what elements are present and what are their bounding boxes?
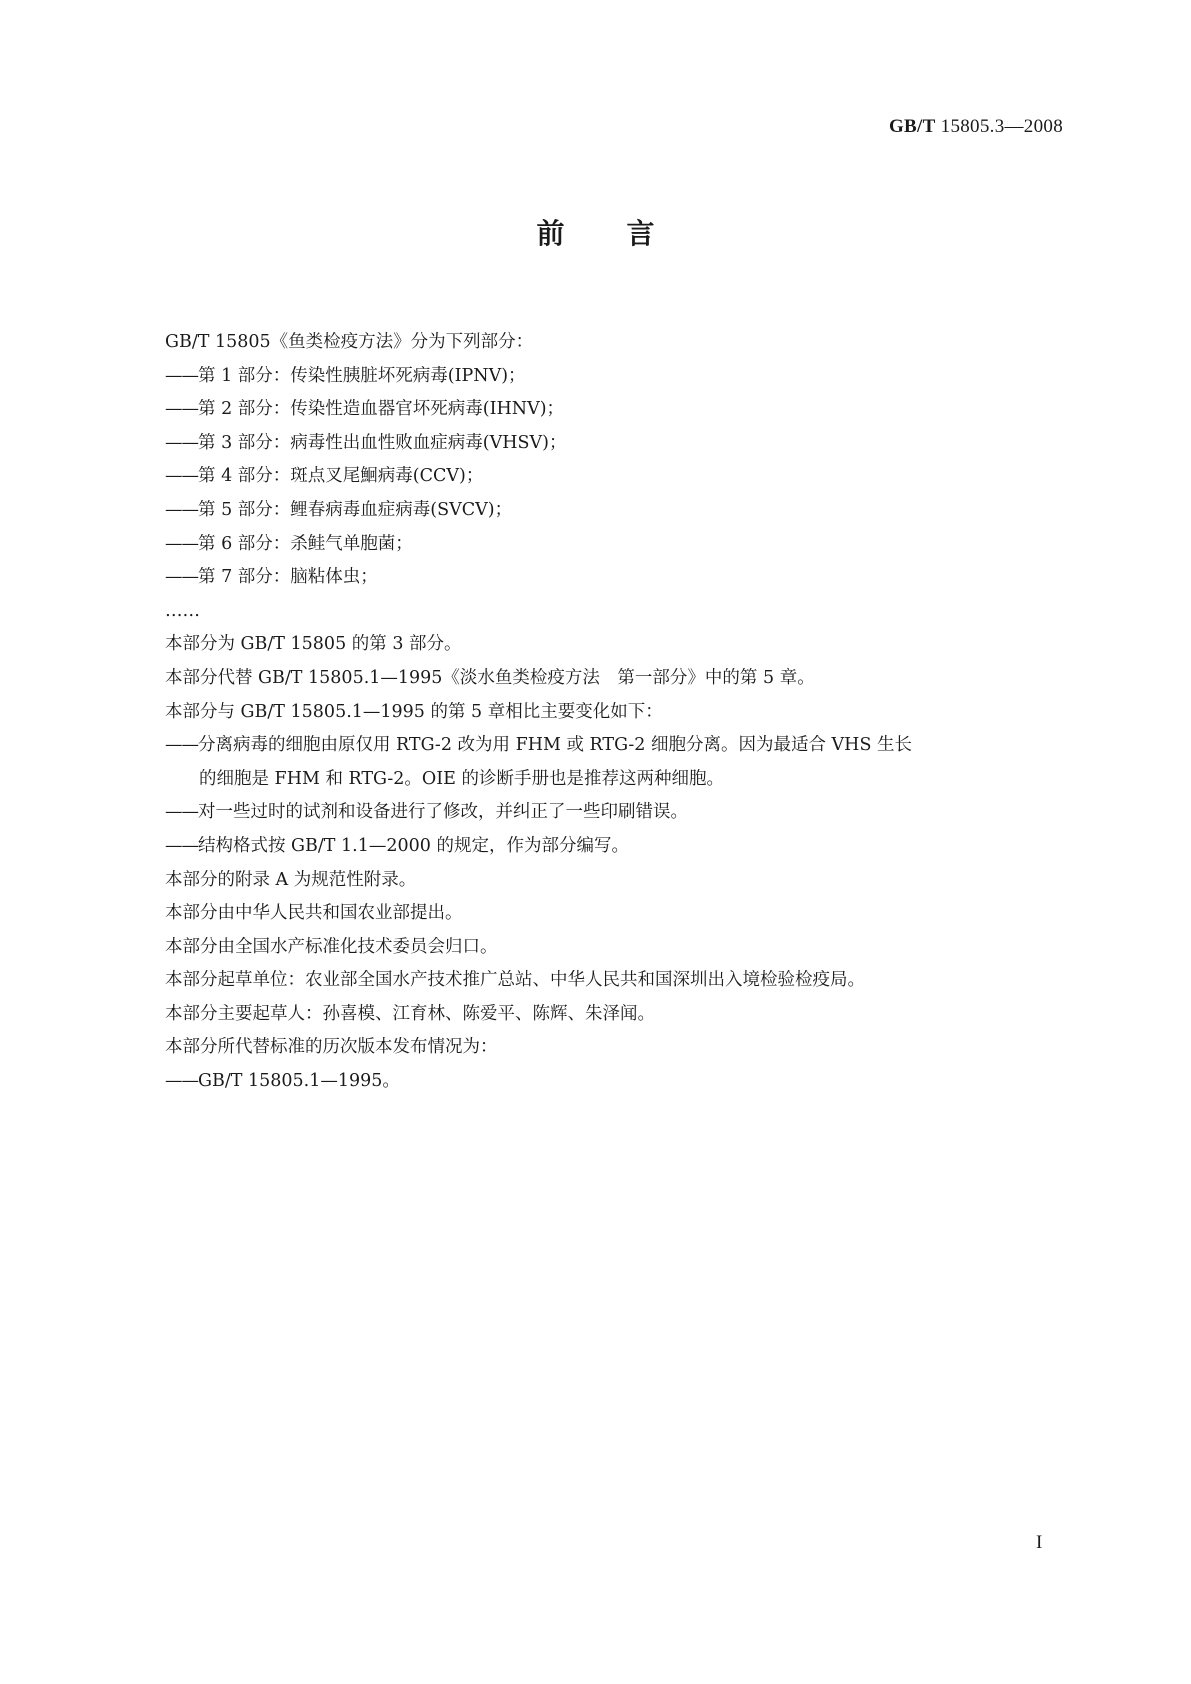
dash-list-item [165,494,1045,528]
dash-list-item [165,360,1045,394]
dash-list-item [165,830,1045,864]
title-char-2: 言 [626,217,655,250]
line-text: 对一些过时的试剂和设备进行了修改，并纠正了一些印刷错误。 [198,802,688,823]
paragraph-line [165,864,1045,898]
em-dash-bullet: —— [165,365,198,386]
paragraph-line [165,628,1045,662]
line-text: 分离病毒的细胞由原仅用 RTG-2 改为用 FHM 或 RTG-2 细胞分离。因为最适合 VHS 生长 [198,735,912,756]
em-dash-bullet: —— [165,466,198,487]
em-dash-bullet: —— [165,567,198,588]
line-text: 本部分起草单位：农业部全国水产技术推广总站、中华人民共和国深圳出入境检验检疫局。 [165,970,865,991]
line-text: …… [165,600,200,621]
paragraph-line [165,662,1045,696]
line-text: 第 1 部分：传染性胰脏坏死病毒(IPNV)； [198,365,526,386]
em-dash-bullet: —— [165,499,198,520]
em-dash-bullet: —— [165,735,198,756]
paragraph-line [165,595,1045,629]
standard-code [889,116,1063,138]
paragraph-line [165,964,1045,998]
line-text: 本部分代替 GB/T 15805.1—1995《淡水鱼类检疫方法 第一部分》中的第 5 章。 [165,667,815,688]
paragraph-line [165,326,1045,360]
dash-list-item [165,393,1045,427]
standard-code-prefix: GB/T [888,116,936,137]
line-text: 第 3 部分：病毒性出血性败血症病毒(VHSV)； [198,432,567,453]
page-title [0,212,1191,252]
paragraph-line [165,763,1045,797]
em-dash-bullet: —— [165,432,198,453]
paragraph-line [165,1031,1045,1065]
standard-code-number: 15805.3—2008 [940,116,1063,137]
line-text: GB/T 15805《鱼类检疫方法》分为下列部分： [165,332,534,352]
paragraph-line [165,931,1045,965]
line-text: 本部分主要起草人：孙喜模、江育林、陈爱平、陈辉、朱泽闻。 [165,1003,655,1024]
paragraph-line [165,998,1045,1032]
line-text: 本部分由全国水产标准化技术委员会归口。 [165,936,498,957]
foreword-body [165,326,1045,1099]
line-text: 本部分为 GB/T 15805 的第 3 部分。 [165,634,462,655]
line-text: GB/T 15805.1—1995。 [198,1071,400,1092]
line-text: 本部分所代替标准的历次版本发布情况为： [165,1037,498,1058]
line-text: 本部分的附录 A 为规范性附录。 [165,869,417,890]
line-text: 本部分由中华人民共和国农业部提出。 [165,903,463,924]
dash-list-item [165,528,1045,562]
dash-list-item [165,729,1045,763]
line-text: 第 6 部分：杀鲑气单胞菌； [198,533,413,554]
paragraph-line [165,897,1045,931]
line-text: 第 4 部分：斑点叉尾鮰病毒(CCV)； [198,466,484,487]
line-text: 第 7 部分：脑粘体虫； [198,567,378,588]
dash-list-item [165,796,1045,830]
line-text: 结构格式按 GB/T 1.1—2000 的规定，作为部分编写。 [198,835,629,856]
page-number: I [1036,1532,1043,1553]
em-dash-bullet: —— [165,802,198,823]
em-dash-bullet: —— [165,399,198,420]
line-text: 第 5 部分：鲤春病毒血症病毒(SVCV)； [198,499,513,520]
dash-list-item [165,1065,1045,1099]
em-dash-bullet: —— [165,835,198,856]
title-char-1: 前 [536,217,565,250]
em-dash-bullet: —— [165,533,198,554]
line-text: 本部分与 GB/T 15805.1—1995 的第 5 章相比主要变化如下： [165,701,663,722]
em-dash-bullet: —— [165,1071,198,1092]
dash-list-item [165,460,1045,494]
dash-list-item [165,561,1045,595]
paragraph-line [165,696,1045,730]
line-text: 的细胞是 FHM 和 RTG-2。OIE 的诊断手册也是推荐这两种细胞。 [199,768,724,789]
line-text: 第 2 部分：传染性造血器官坏死病毒(IHNV)； [198,399,565,420]
dash-list-item [165,427,1045,461]
